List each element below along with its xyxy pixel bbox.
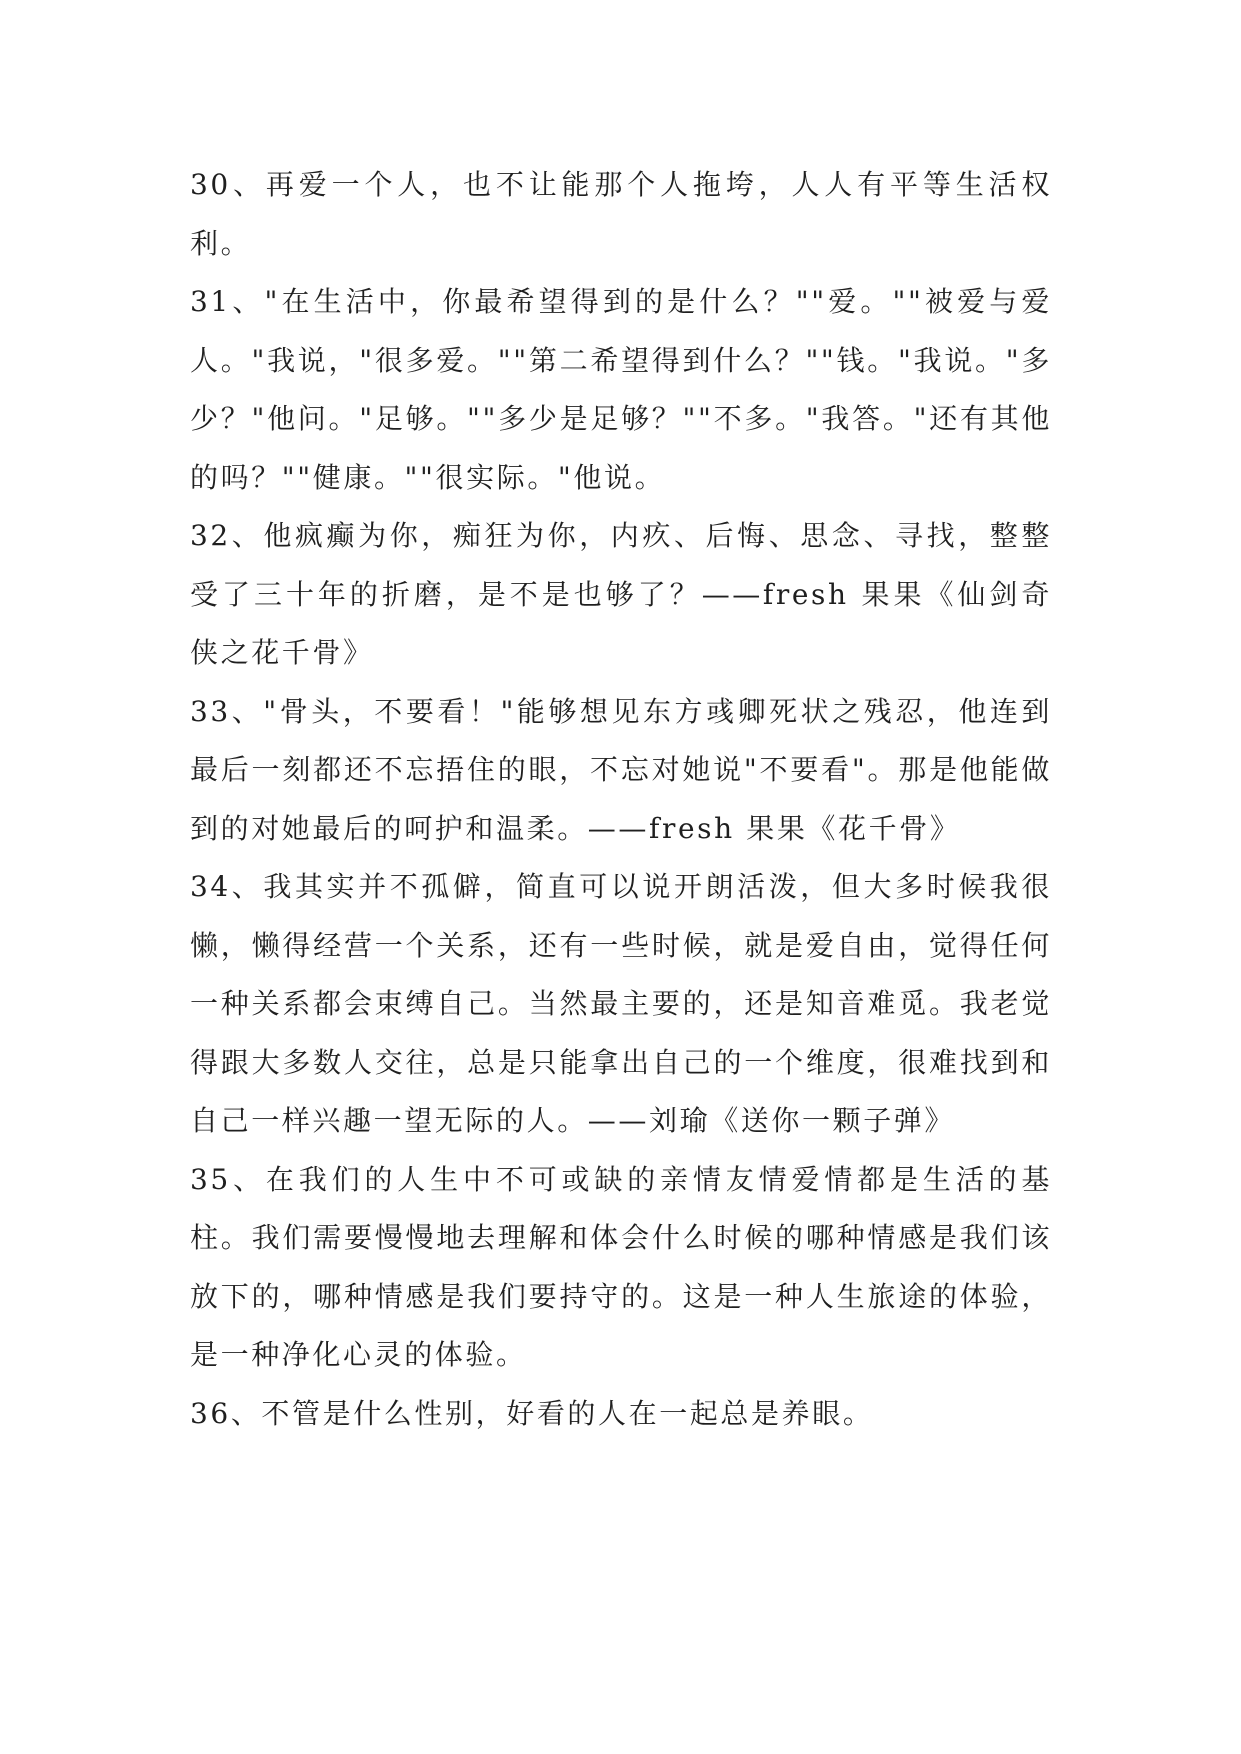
document-body [190, 156, 1052, 1443]
paragraph-34: 34、我其实并不孤僻，简直可以说开朗活泼，但大多时候我很懒，懒得经营一个关系，还有一些时候，就是爱自由，觉得任何一种关系都会束缚自己。当然最主要的，还是知音难觅。我老觉得跟大多数人交往，总是只能拿出自己的一个维度，很难找到和自己一样兴趣一望无际的人。——刘瑜《送你一颗子弹》 [190, 870, 1052, 1137]
paragraph-31: 31、"在生活中，你最希望得到的是什么？""爱。""被爱与爱人。"我说，"很多爱。""第二希望得到什么？""钱。"我说。"多少？"他问。"足够。""多少是足够？""不多。"我答。"还有其他的吗？""健康。""很实际。"他说。 [190, 285, 1052, 494]
paragraph-33: 33、"骨头，不要看！"能够想见东方彧卿死状之残忍，他连到最后一刻都还不忘捂住的眼，不忘对她说"不要看"。那是他能做到的对她最后的呵护和温柔。——fresh 果果《花千骨》 [190, 694, 1052, 845]
paragraph-30: 30、再爱一个人，也不让能那个人拖垮，人人有平等生活权利。 [190, 168, 1052, 260]
paragraph-32: 32、他疯癫为你，痴狂为你，内疚、后悔、思念、寻找，整整受了三十年的折磨，是不是也够了？——fresh 果果《仙剑奇侠之花千骨》 [190, 519, 1052, 669]
paragraph-36: 36、不管是什么性别，好看的人在一起总是养眼。 [190, 1396, 874, 1430]
paragraph-35: 35、在我们的人生中不可或缺的亲情友情爱情都是生活的基柱。我们需要慢慢地去理解和体会什么时候的哪种情感是我们该放下的，哪种情感是我们要持守的。这是一种人生旅途的体验，是一种净化心灵的体验。 [190, 1162, 1052, 1371]
